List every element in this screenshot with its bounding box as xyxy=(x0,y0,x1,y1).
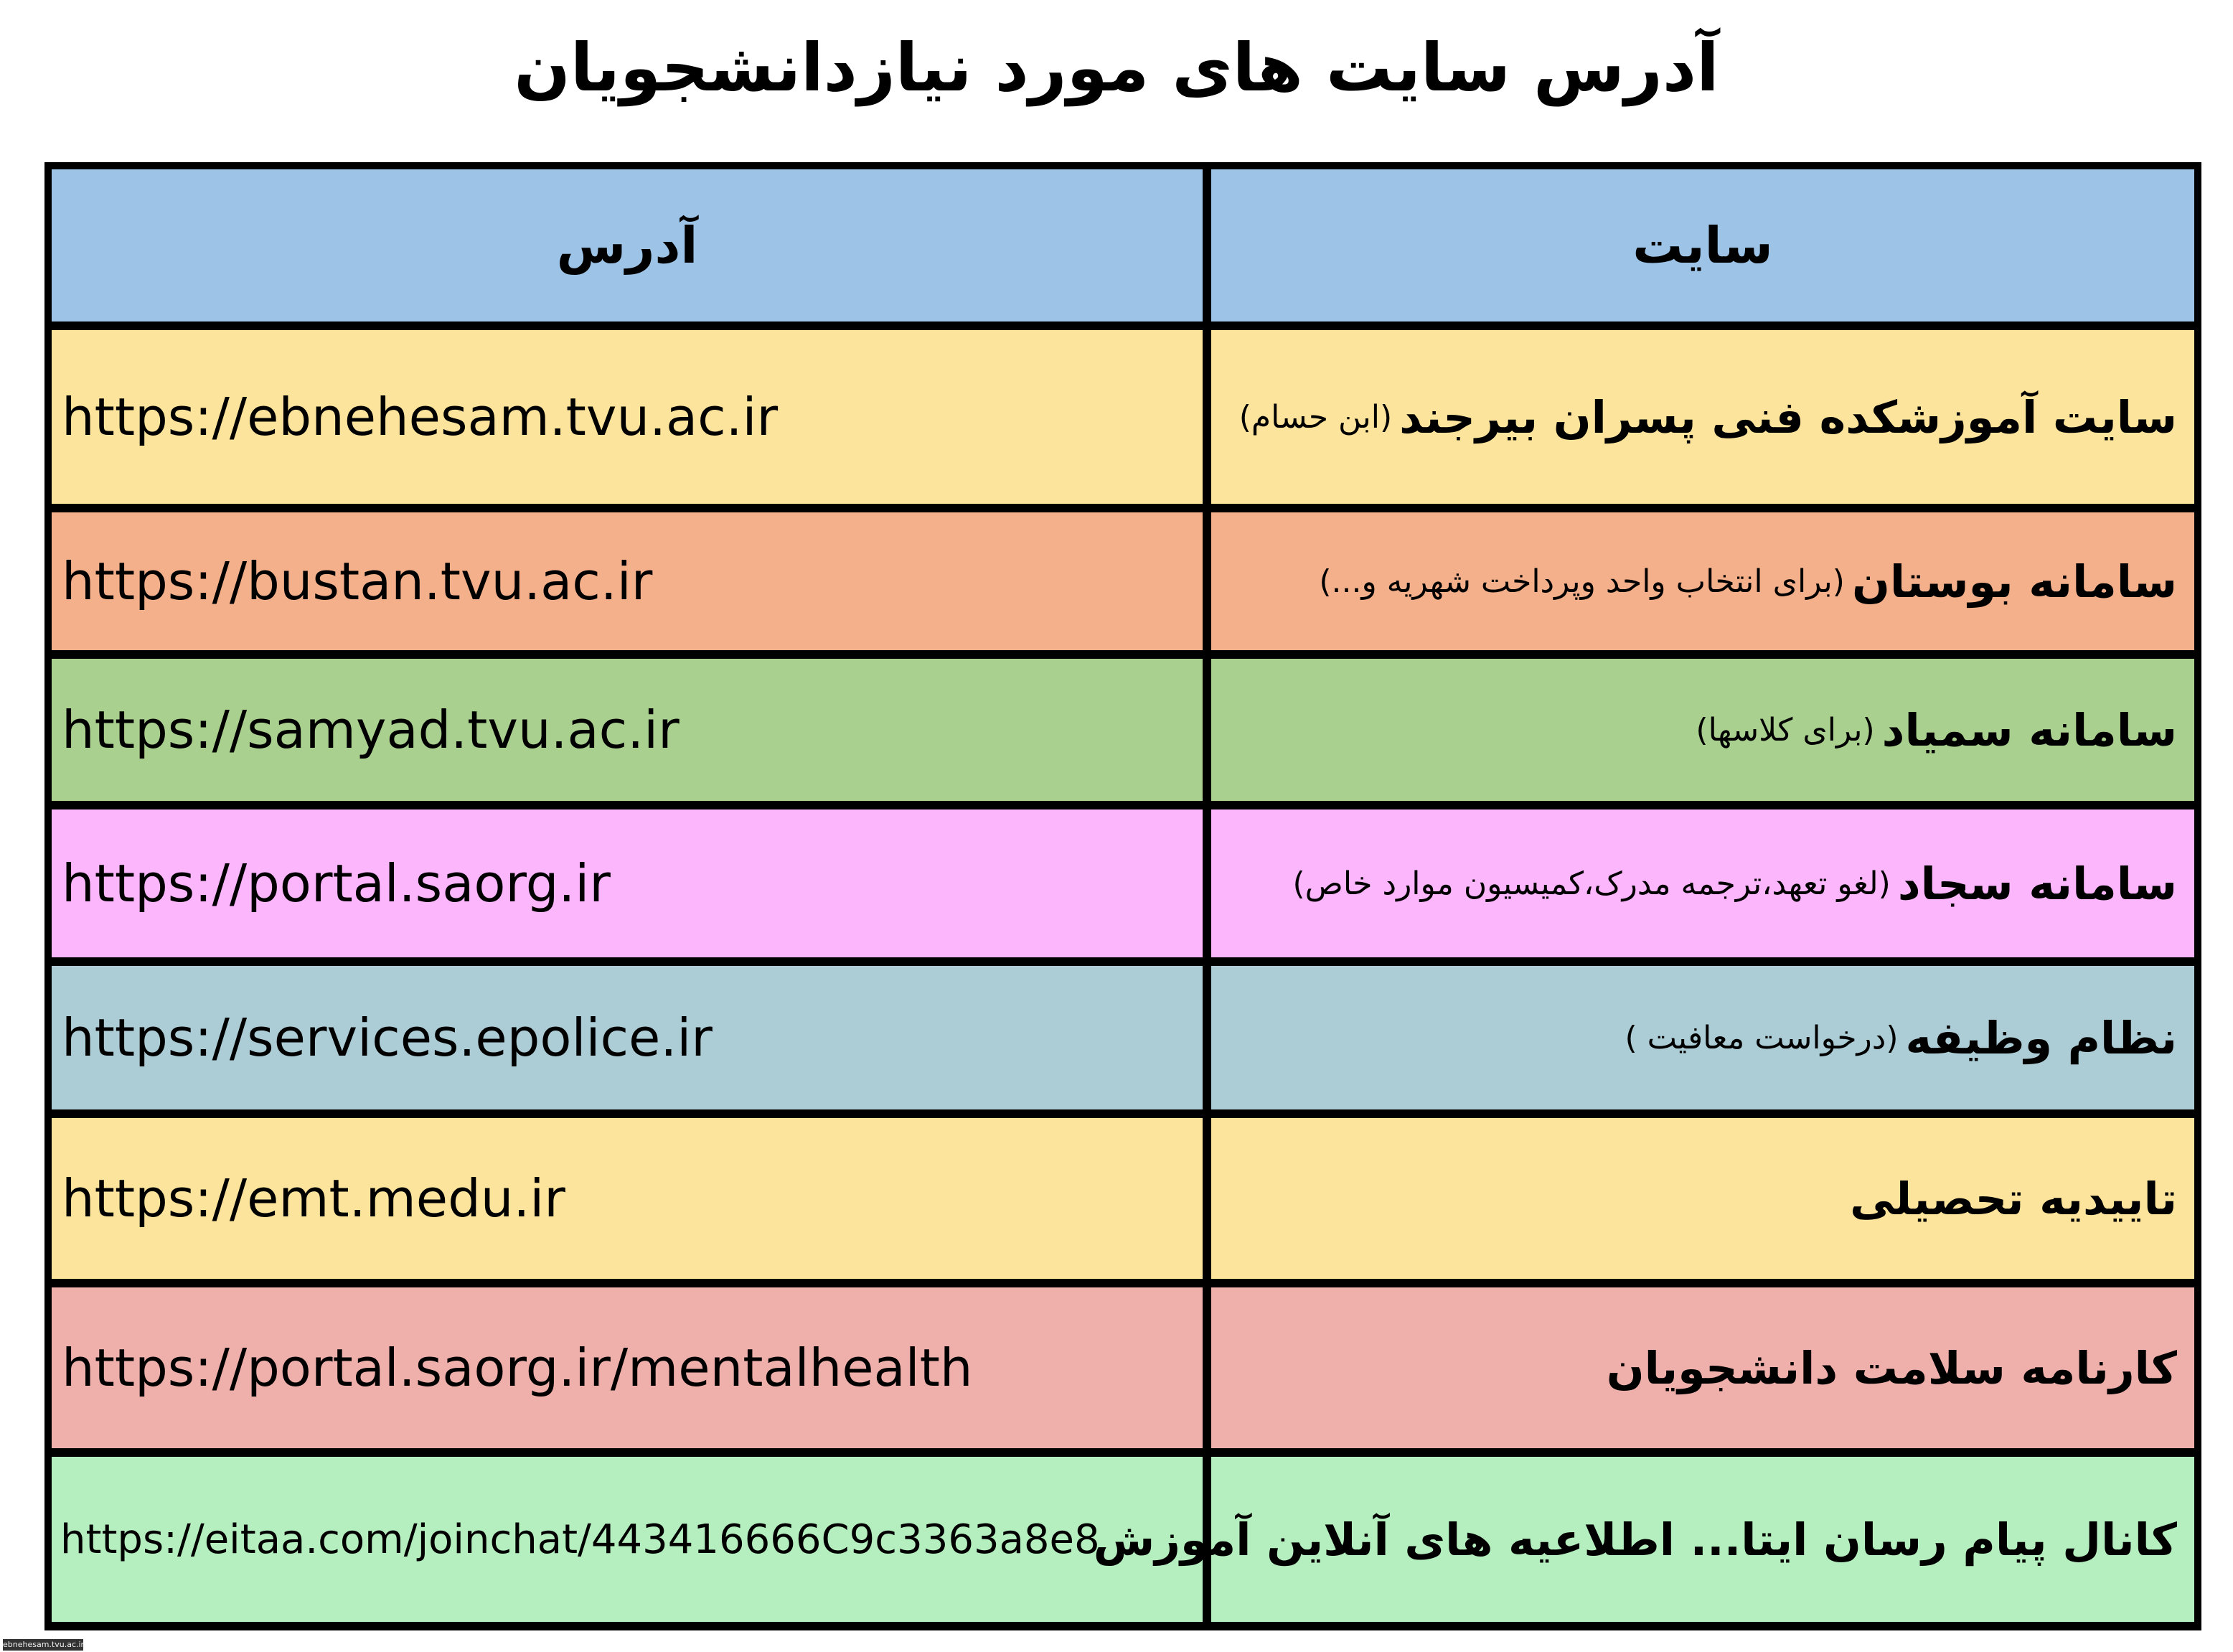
row-url[interactable]: https://portal.saorg.ir xyxy=(52,809,1203,957)
table-row xyxy=(44,1118,2201,1279)
row-url[interactable]: https://emt.medu.ir xyxy=(52,1118,1203,1279)
row-site xyxy=(1211,809,2194,957)
site-note: (لغو تعهد،ترجمه مدرک،کمیسیون موارد خاص) xyxy=(1292,865,1891,902)
row-site xyxy=(1211,1118,2194,1279)
links-table xyxy=(44,162,2201,1630)
table-row xyxy=(44,512,2201,650)
row-url[interactable]: https://samyad.tvu.ac.ir xyxy=(52,659,1203,801)
table-row xyxy=(44,1287,2201,1448)
site-note: (درخواست معافیت ) xyxy=(1625,1019,1899,1056)
header-address: آدرس xyxy=(52,169,1203,322)
table-header-row xyxy=(44,169,2201,322)
row-url[interactable]: https://eitaa.com/joinchat/443416666C9c3363a8e8 xyxy=(52,1457,1203,1622)
row-site xyxy=(1211,330,2194,504)
site-name: کانال پیام رسان ایتا... اطلاعیه های آنلاین آموزش xyxy=(1093,1513,2177,1566)
table-row xyxy=(44,330,2201,504)
row-site xyxy=(1211,659,2194,801)
table-row xyxy=(44,966,2201,1109)
row-site xyxy=(1211,966,2194,1109)
site-name: سامانه سجاد xyxy=(1897,857,2177,910)
page-title: آدرس سایت های مورد نیازدانشجویان xyxy=(514,29,1719,106)
row-url[interactable]: https://portal.saorg.ir/mentalhealth xyxy=(52,1287,1203,1448)
site-name: سامانه سمیاد xyxy=(1881,703,2177,756)
table-row xyxy=(44,659,2201,801)
site-note: (برای انتخاب واحد وپرداخت شهریه و...) xyxy=(1319,563,1845,600)
row-site xyxy=(1093,1457,2194,1622)
site-note: (ابن حسام) xyxy=(1238,398,1393,436)
site-name: سامانه بوستان xyxy=(1851,555,2177,608)
table-row xyxy=(44,1457,2201,1622)
row-site xyxy=(1211,512,2194,650)
row-url[interactable]: https://bustan.tvu.ac.ir xyxy=(52,512,1203,650)
site-name: نظام وظیفه xyxy=(1905,1011,2177,1064)
site-note: (برای کلاسها) xyxy=(1696,711,1875,748)
header-site: سایت xyxy=(1211,169,2194,322)
row-url[interactable]: https://services.epolice.ir xyxy=(52,966,1203,1109)
row-site xyxy=(1211,1287,2194,1448)
watermark-logo: ebnehesam.tvu.ac.ir xyxy=(3,1640,85,1649)
table-row xyxy=(44,809,2201,957)
site-name: تاییدیه تحصیلی xyxy=(1850,1172,2177,1225)
site-name: کارنامه سلامت دانشجویان xyxy=(1606,1341,2177,1394)
row-url[interactable]: https://ebnehesam.tvu.ac.ir xyxy=(52,330,1203,504)
site-name: سایت آموزشکده فنی پسران بیرجند xyxy=(1399,390,2177,443)
